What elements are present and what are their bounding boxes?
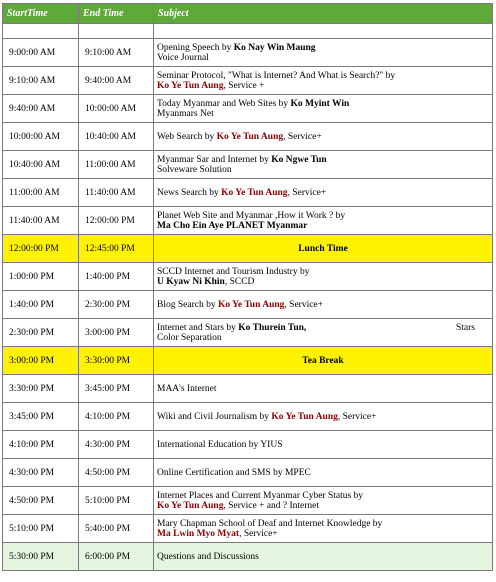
speaker-name: Ko Ye Tun Aung [157,80,224,91]
table-row [3,403,493,431]
start-time: 9:10:00 AM [3,67,79,95]
speaker-name: Ko Ngwe Tun [271,154,327,165]
start-time: 1:00:00 PM [3,263,79,291]
end-time: 1:40:00 PM [79,263,154,291]
break-label: Tea Break [154,347,493,375]
end-time: 3:30:00 PM [79,347,154,375]
start-time: 3:30:00 PM [3,375,79,403]
speaker-name: U Kyaw Ni Khin [157,276,225,287]
table-row [3,375,493,403]
speaker-name: Ko Ye Tun Aung [217,299,285,310]
subject-cell: Blog Search by Ko Ye Tun Aung, Service+ [154,291,493,319]
end-time: 11:40:00 AM [79,179,154,207]
start-time: 9:40:00 AM [3,95,79,123]
subject-cell: Stars Internet and Stars by Ko Thurein Tun, Color Separation [154,319,493,347]
subject-cell: SCCD Internet and Tourism Industry by U Kyaw Ni Khin, SCCD [154,263,493,291]
spacer-row [3,24,493,39]
start-time: 9:00:00 AM [3,39,79,67]
start-time: 10:00:00 AM [3,123,79,151]
table-row [3,263,493,291]
start-time: 2:30:00 PM [3,319,79,347]
start-time: 11:40:00 AM [3,207,79,235]
subject-cell: Opening Speech by Ko Nay Win Maung Voice Journal [154,39,493,67]
start-time: 4:30:00 PM [3,459,79,487]
end-time: 3:00:00 PM [79,319,154,347]
speaker-name: Ko Myint Win [290,98,350,109]
start-time: 10:40:00 AM [3,151,79,179]
table-row [3,39,493,67]
speaker-name: Ma Cho Ein Aye PLANET Myanmar [157,220,308,231]
subject-cell: Myanmar Sar and Internet by Ko Ngwe Tun Solveware Solution [154,151,493,179]
table-row [3,95,493,123]
end-time: 5:10:00 PM [79,487,154,515]
speaker-name: Ko Ye Tun Aung [157,500,224,511]
speaker-name: Ko Ye Tun Aung [221,187,288,198]
header-end-time: End Time [79,4,154,24]
end-time: 3:45:00 PM [79,375,154,403]
speaker-name: Ma Lwin Myo Myat [157,528,240,539]
header-subject: Subject [154,4,493,24]
header-row [3,4,493,24]
table-row [3,543,493,571]
subject-cell: Seminar Protocol, "What is Internet? And What is Search?" by Ko Ye Tun Aung, Service + [154,67,493,95]
subject-cell: Wiki and Civil Journalism by Ko Ye Tun Aung, Service+ [154,403,493,431]
break-row-tea [3,347,493,375]
end-time: 4:10:00 PM [79,403,154,431]
table-row [3,151,493,179]
table-row [3,515,493,543]
subject-cell: Questions and Discussions [154,543,493,571]
table-row [3,179,493,207]
subject-cell: Mary Chapman School of Deaf and Internet Knowledge by Ma Lwin Myo Myat, Service+ [154,515,493,543]
end-time: 9:10:00 AM [79,39,154,67]
end-time: 9:40:00 AM [79,67,154,95]
schedule-table [2,3,493,571]
header-start-time: StartTime [3,4,79,24]
break-row-lunch [3,235,493,263]
end-time: 4:30:00 PM [79,431,154,459]
table-row [3,207,493,235]
table-row [3,459,493,487]
table-row [3,487,493,515]
subject-cell: Internet Places and Current Myanmar Cyber Status by Ko Ye Tun Aung, Service + and ? Internet [154,487,493,515]
subject-cell: Online Certification and SMS by MPEC [154,459,493,487]
speaker-name: Ko Ye Tun Aung [216,131,284,142]
subject-cell: Web Search by Ko Ye Tun Aung, Service+ [154,123,493,151]
start-time: 1:40:00 PM [3,291,79,319]
subject-cell: International Education by YIUS [154,431,493,459]
end-time: 10:40:00 AM [79,123,154,151]
table-row [3,431,493,459]
start-time: 3:45:00 PM [3,403,79,431]
end-time: 2:30:00 PM [79,291,154,319]
subject-cell: Today Myanmar and Web Sites by Ko Myint Win Myanmars Net [154,95,493,123]
subject-cell: MAA's Internet [154,375,493,403]
end-time: 5:40:00 PM [79,515,154,543]
start-time: 12:00:00 PM [3,235,79,263]
table-row [3,291,493,319]
start-time: 5:10:00 PM [3,515,79,543]
speaker-name: Ko Thurein Tun, [238,322,307,333]
table-row [3,319,493,347]
subject-cell: News Search by Ko Ye Tun Aung, Service+ [154,179,493,207]
table-row [3,67,493,95]
start-time: 11:00:00 AM [3,179,79,207]
end-time: 11:00:00 AM [79,151,154,179]
table-row [3,123,493,151]
start-time: 4:50:00 PM [3,487,79,515]
start-time: 5:30:00 PM [3,543,79,571]
end-time: 12:00:00 PM [79,207,154,235]
end-time: 6:00:00 PM [79,543,154,571]
speaker-name: Ko Nay Win Maung [233,42,316,53]
start-time: 3:00:00 PM [3,347,79,375]
end-time: 4:50:00 PM [79,459,154,487]
subject-cell: Planet Web Site and Myanmar ,How it Work ? by Ma Cho Ein Aye PLANET Myanmar [154,207,493,235]
end-time: 12:45:00 PM [79,235,154,263]
end-time: 10:00:00 AM [79,95,154,123]
break-label: Lunch Time [154,235,493,263]
speaker-name: Ko Ye Tun Aung [271,411,338,422]
start-time: 4:10:00 PM [3,431,79,459]
